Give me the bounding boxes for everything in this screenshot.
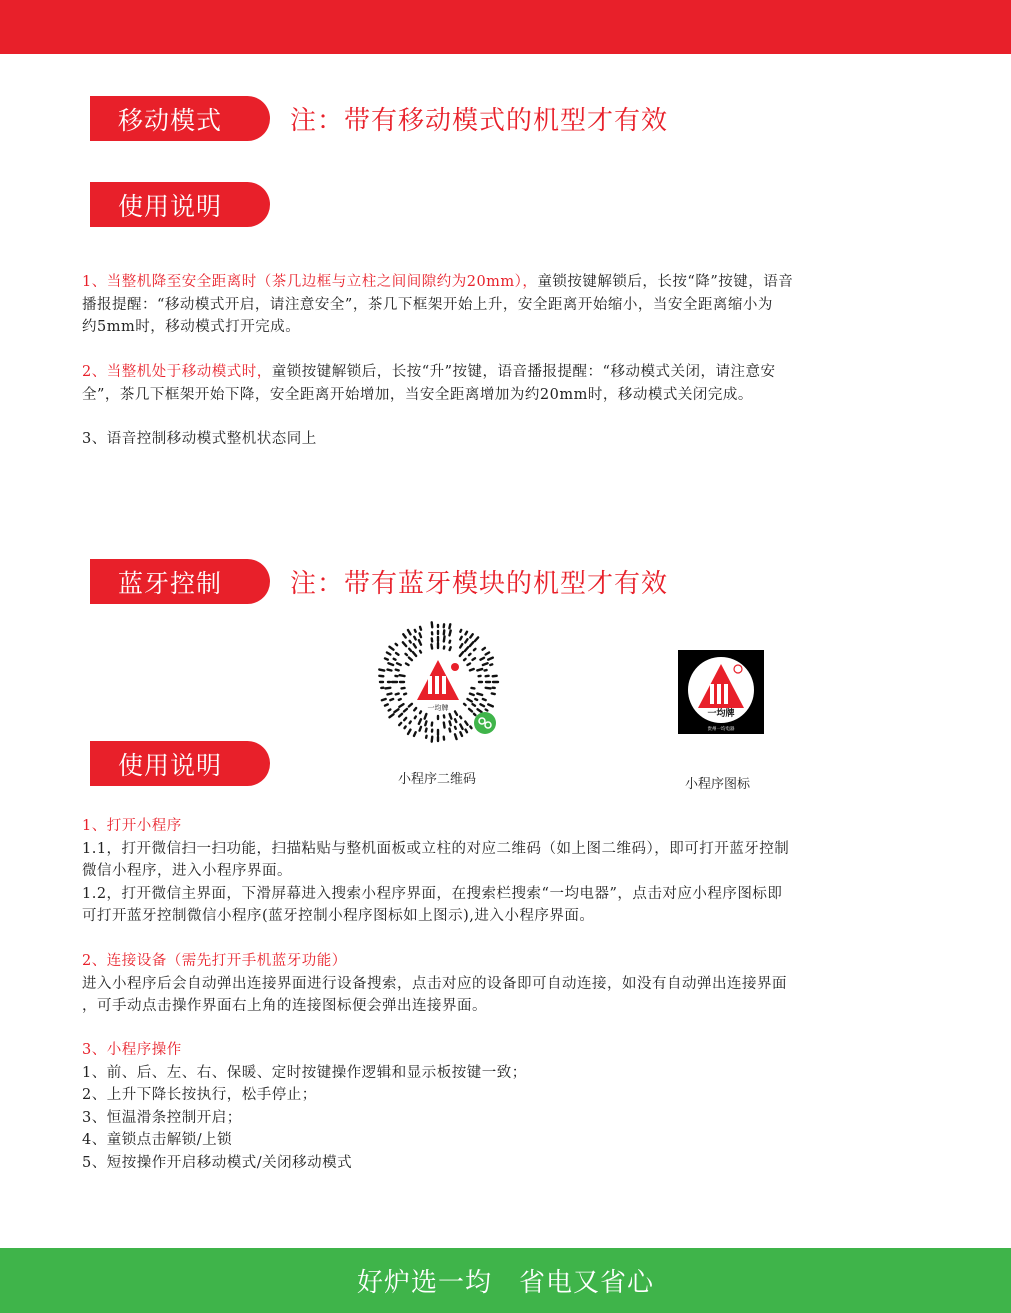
qr-code-graphic bbox=[375, 620, 505, 745]
step-prefix: 2、 bbox=[82, 364, 107, 380]
step-text: 3、恒温滑条控制开启； bbox=[82, 1109, 242, 1126]
step-text: ，可手动点击操作界面右上角的连接图标便会弹出连接界面。 bbox=[82, 998, 487, 1014]
mobile-mode-step-1 bbox=[82, 271, 927, 339]
mini-program-icon bbox=[678, 650, 764, 734]
top-banner bbox=[0, 0, 1011, 54]
step-heading: 3、小程序操作 bbox=[82, 1042, 182, 1058]
step-text: 约5mm时，移动模式打开完成。 bbox=[82, 319, 301, 335]
footer-banner bbox=[0, 1248, 1011, 1313]
step-text: 5、短按操作开启移动模式/关闭移动模式 bbox=[82, 1154, 353, 1171]
icon-logo-text: 一均牌 bbox=[707, 709, 735, 719]
qr-logo-text: 一均牌 bbox=[427, 704, 449, 712]
mobile-mode-step-3 bbox=[82, 428, 927, 451]
mobile-mode-tag: 移动模式 bbox=[90, 96, 270, 141]
brand-logo-icon bbox=[678, 650, 764, 734]
bluetooth-step-1 bbox=[82, 815, 927, 928]
step-text: 3、语音控制移动模式整机状态同上 bbox=[82, 431, 317, 447]
step-text: 全”，茶几下框架开始下降，安全距离开始增加，当安全距离增加为约20mm时，移动模式关闭完成。 bbox=[82, 386, 753, 403]
step-text: 1、前、后、左、右、保暖、定时按键操作逻辑和显示板按键一致； bbox=[82, 1064, 527, 1081]
step-text: 进入小程序后会自动弹出连接界面进行设备搜索，点击对应的设备即可自动连接，如没有自动弹出连接界面 bbox=[82, 975, 787, 992]
step-text: 1.2，打开微信主界面，下滑屏幕进入搜索小程序界面，在搜索栏搜索“一均电器”，点击对应小程序图标即 bbox=[82, 885, 783, 902]
step-text: 童锁按键解锁后，长按“降”按键，语音 bbox=[537, 274, 794, 290]
step-heading: 2、连接设备（需先打开手机蓝牙功能） bbox=[82, 953, 347, 969]
icon-logo-subtext: 贵州一均电器 bbox=[707, 727, 735, 732]
qr-code-caption: 小程序二维码 bbox=[398, 772, 477, 787]
bluetooth-step-3 bbox=[82, 1039, 927, 1174]
mobile-mode-note: 注：带有移动模式的机型才有效 bbox=[290, 106, 669, 136]
mini-program-qr-code bbox=[375, 620, 505, 745]
usage-instructions-tag: 使用说明 bbox=[90, 182, 270, 227]
mobile-mode-step-2 bbox=[82, 361, 927, 406]
step-text: 微信小程序，进入小程序界面。 bbox=[82, 863, 292, 879]
icon-caption: 小程序图标 bbox=[685, 777, 751, 792]
step-text: 可打开蓝牙控制微信小程序(蓝牙控制小程序图标如上图示),进入小程序界面。 bbox=[82, 908, 595, 924]
bluetooth-control-note: 注：带有蓝牙模块的机型才有效 bbox=[290, 569, 669, 599]
step-text: 播报提醒：“移动模式开启，请注意安全”，茶几下框架开始上升，安全距离开始缩小，当安全距离缩小为 bbox=[82, 296, 773, 313]
bluetooth-control-tag: 蓝牙控制 bbox=[90, 559, 270, 604]
usage-instructions-tag-2: 使用说明 bbox=[90, 741, 270, 786]
footer-slogan: 好炉选一均 省电又省心 bbox=[356, 1268, 654, 1298]
step-highlight: 当整机降至安全距离时（茶几边框与立柱之间间隙约为20mm）， bbox=[106, 274, 538, 290]
step-text: 2、上升下降长按执行，松手停止； bbox=[82, 1087, 317, 1103]
step-highlight: 当整机处于移动模式时， bbox=[106, 364, 272, 380]
bluetooth-step-2 bbox=[82, 950, 927, 1018]
step-text: 童锁按键解锁后，长按“升”按键，语音播报提醒：“移动模式关闭，请注意安 bbox=[271, 364, 776, 380]
step-text: 1.1，打开微信扫一扫功能，扫描粘贴与整机面板或立柱的对应二维码（如上图二维码），即可打开蓝牙控制 bbox=[82, 840, 790, 857]
step-prefix: 1、 bbox=[82, 274, 107, 290]
step-text: 4、童锁点击解锁/上锁 bbox=[82, 1132, 233, 1148]
step-heading: 1、打开小程序 bbox=[82, 818, 182, 834]
